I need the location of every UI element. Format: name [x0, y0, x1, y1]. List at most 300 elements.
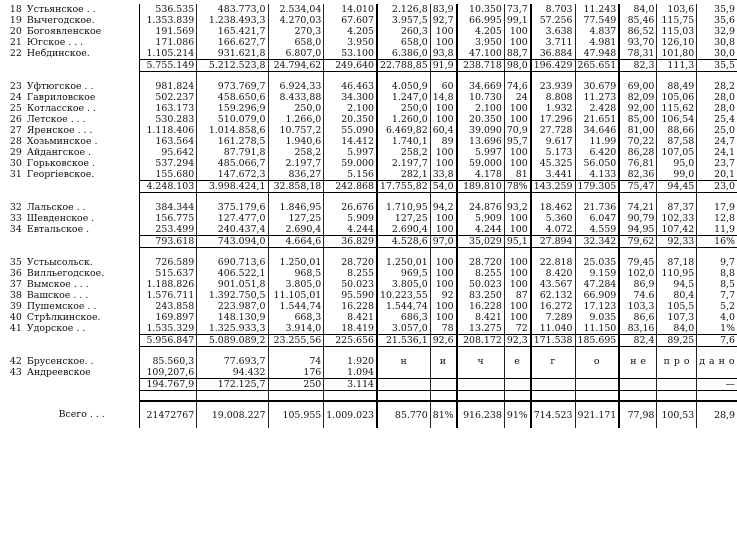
cell-col-10: 9.035 — [575, 312, 619, 323]
cell-col-8: 100 — [504, 301, 530, 312]
spacer-cell — [25, 248, 139, 258]
cell-col-7: 2.100 — [457, 103, 505, 114]
grand-total-row — [6, 401, 737, 428]
spacer-cell — [377, 193, 430, 203]
cell-col-3: 32.858,18 — [268, 181, 324, 193]
subtotal-row — [6, 379, 737, 391]
spacer-cell — [377, 347, 430, 357]
cell-col-10: 11.273 — [575, 92, 619, 103]
cell-col-12: 87,37 — [657, 202, 697, 213]
cell-col-2: 483.773,0 — [197, 4, 268, 15]
cell-col-3: 4.270,03 — [268, 15, 324, 26]
cell-col-2: 77.693,7 — [197, 356, 268, 367]
cell-col-13: 25,0 — [714, 125, 735, 136]
cell-col-3: 8.433,88 — [268, 92, 324, 103]
cell-col-9: 8.808 — [531, 92, 575, 103]
cell-col-5: 1.740,1 — [377, 136, 430, 147]
cell-col-10: 47.284 — [575, 279, 619, 290]
cell-col-2: 166.627,7 — [197, 37, 268, 48]
spacer-cell — [575, 248, 619, 258]
cell-col-5: 686,3 — [377, 312, 430, 323]
cell-col-13: 25,4 — [714, 114, 735, 125]
cell-col-6: 91,9 — [430, 60, 456, 72]
cell-col-3: 1.846,95 — [268, 202, 324, 213]
spacer-cell — [504, 391, 530, 402]
cell-col-5: 127,25 — [377, 213, 430, 224]
cell-col-7: 34.669 — [457, 81, 505, 92]
cell-col-6: 93,8 — [430, 48, 456, 60]
cell-col-9: 27.728 — [531, 125, 575, 136]
cell-col-12: 105,5 — [657, 301, 697, 312]
spacer-cell — [139, 391, 197, 402]
cell-col-8: 100 — [504, 257, 530, 268]
cell-col-13: 11,9 — [714, 224, 735, 235]
cell-col-1: 156.775 — [139, 213, 197, 224]
cell-col-5: 3.805,0 — [377, 279, 430, 290]
cell-col-6: 100 — [430, 158, 456, 169]
cell-col-11: 86,28 — [619, 147, 657, 158]
cell-col-5: 1.710,95 — [377, 202, 430, 213]
cell-col-9: 36.884 — [531, 48, 575, 60]
spacer-cell — [197, 72, 268, 82]
spacer-cell — [139, 193, 197, 203]
cell-col-4: 50.023 — [324, 279, 377, 290]
cell-col-4: 95.590 — [324, 290, 377, 301]
group-spacer — [6, 248, 737, 258]
cell-col-3: 658,0 — [268, 37, 324, 48]
cell-col-13: 28,0 — [714, 103, 735, 114]
cell-col-10: 11.99 — [575, 136, 619, 147]
cell-col-7: 10.350 — [457, 4, 505, 15]
spacer-cell — [504, 193, 530, 203]
cell-col-11: 81,00 — [619, 125, 657, 136]
cell-col-12: 107,42 — [657, 224, 697, 236]
cell-col-12: 107,3 — [657, 312, 697, 323]
spacer-cell — [139, 347, 197, 357]
cell-col-6: 92 — [430, 290, 456, 301]
row-number: 26 — [9, 114, 22, 125]
cell-col-3: 11.105,01 — [268, 290, 324, 301]
cell-col-11: 86,52 — [619, 26, 657, 37]
cell-col-1: 1.576.711 — [139, 290, 197, 301]
cell-col-12: 102,33 — [657, 213, 697, 224]
table-row — [6, 356, 737, 367]
table-row — [6, 136, 737, 147]
cell-col-8: е — [504, 356, 530, 367]
spacer-cell — [504, 72, 530, 82]
cell-col-10: 47.948 — [575, 48, 619, 60]
cell-col-3: 968,5 — [268, 268, 324, 279]
cell-col-2: 901.051,8 — [197, 279, 268, 290]
cell-col-7: 13.275 — [457, 323, 505, 335]
cell-col-11: н е — [619, 356, 657, 367]
district-name: Устьысольск. — [25, 257, 139, 268]
cell-col-1: 4.248.103 — [139, 181, 197, 193]
spacer-cell — [697, 248, 737, 258]
cell-col-5: 10.223,55 — [377, 290, 430, 301]
spacer-cell — [657, 347, 697, 357]
cell-col-3: 250 — [268, 379, 324, 391]
spacer-cell — [25, 347, 139, 357]
cell-col-2: 19.008.227 — [197, 401, 268, 428]
spacer-cell — [619, 347, 657, 357]
district-name: Лальское . . — [25, 202, 139, 213]
cell-col-9: 16.272 — [531, 301, 575, 312]
district-name: Шевденское . — [25, 213, 139, 224]
cell-col-8: 100 — [504, 147, 530, 158]
cell-col-2: 1.014.858,6 — [197, 125, 268, 136]
cell-col-11: 83,16 — [619, 323, 657, 335]
row-number-empty — [6, 236, 25, 248]
cell-col-11: 76,81 — [619, 158, 657, 169]
cell-col-10: о — [575, 356, 619, 367]
cell-col-4: 242.868 — [324, 181, 377, 193]
cell-col-7: 8.255 — [457, 268, 505, 279]
cell-col-11: 103,3 — [619, 301, 657, 312]
spacer-cell — [657, 193, 697, 203]
cell-col-10: 4.981 — [575, 37, 619, 48]
cell-col-11: 79,45 — [619, 257, 657, 268]
row-number-empty — [6, 379, 25, 391]
cell-col-6: 94,2 — [430, 202, 456, 213]
cell-col-10: 6.420 — [575, 147, 619, 158]
row-number: 37 — [9, 279, 22, 290]
cell-col-8: 72 — [504, 323, 530, 335]
cell-col-13: 16% — [697, 236, 737, 248]
cell-col-13: 23,7 — [714, 158, 735, 169]
cell-col-8: 88,7 — [504, 48, 530, 60]
district-name: Хозьминское . — [25, 136, 139, 147]
cell-col-2: 406.522,1 — [197, 268, 268, 279]
cell-col-7: ч — [457, 356, 505, 367]
spacer-cell — [139, 248, 197, 258]
cell-col-2: 510.079,0 — [197, 114, 268, 125]
cell-col-6: 89 — [430, 136, 456, 147]
row-number-empty — [6, 335, 25, 347]
cell-col-6: 100 — [430, 37, 456, 48]
cell-col-1: 95.642 — [139, 147, 197, 158]
cell-col-10: 11.243 — [575, 4, 619, 15]
cell-col-7 — [457, 379, 505, 391]
cell-col-9: 45.325 — [531, 158, 575, 169]
cell-col-11: 82,3 — [619, 60, 657, 72]
cell-col-12 — [657, 367, 697, 379]
cell-col-1: 536.535 — [139, 4, 197, 15]
subtotal-row — [6, 60, 737, 72]
row-number: 28 — [9, 136, 22, 147]
cell-col-4: 18.419 — [324, 323, 377, 335]
cell-col-6: 60,4 — [430, 125, 456, 136]
cell-col-10: 32.342 — [575, 236, 619, 248]
cell-col-8: 100 — [504, 26, 530, 37]
cell-col-9: г — [531, 356, 575, 367]
cell-col-8: 78% — [504, 181, 530, 193]
cell-col-5 — [377, 379, 430, 391]
cell-col-2: 87.791,8 — [197, 147, 268, 158]
cell-col-6: 54,0 — [430, 181, 456, 193]
district-name: Уфтюгское . . — [25, 81, 139, 92]
cell-col-9: 62.132 — [531, 290, 575, 301]
district-name: Вашское . . . — [25, 290, 139, 301]
cell-col-6: 100 — [430, 103, 456, 114]
table-row — [6, 15, 737, 26]
cell-col-6 — [430, 367, 456, 379]
cell-col-9 — [531, 367, 575, 379]
row-number: 32 — [9, 202, 22, 213]
cell-col-9: 17.296 — [531, 114, 575, 125]
cell-col-13: 35,5 — [697, 60, 737, 72]
district-name: Яренское . . . — [25, 125, 139, 136]
cell-col-9: 23.939 — [531, 81, 575, 92]
district-name: Богоявленское — [25, 26, 139, 37]
cell-col-4: 1.094 — [324, 367, 377, 379]
cell-col-5: 4.528,6 — [377, 236, 430, 248]
row-number: 25 — [9, 103, 22, 114]
cell-col-2: 973.769,7 — [197, 81, 268, 92]
cell-col-2: 165.421,7 — [197, 26, 268, 37]
cell-col-4: 2.100 — [324, 103, 377, 114]
cell-col-13: 28,2 — [714, 81, 735, 92]
cell-col-5: 2.690,4 — [377, 224, 430, 236]
cell-col-11: 70,22 — [619, 136, 657, 147]
cell-col-7: 208.172 — [457, 335, 505, 347]
cell-col-6: 33,8 — [430, 169, 456, 181]
cell-col-13: 35,9 — [714, 4, 735, 15]
spacer-cell — [377, 248, 430, 258]
cell-col-8: 95,1 — [504, 236, 530, 248]
cell-col-3: 1.266,0 — [268, 114, 324, 125]
district-name: Небдинское. — [25, 48, 139, 60]
total-label: Всего . . . — [25, 401, 139, 428]
cell-col-10: 6.047 — [575, 213, 619, 224]
cell-col-3: 24.794,62 — [268, 60, 324, 72]
spacer-cell — [25, 193, 139, 203]
spacer-cell — [575, 391, 619, 402]
cell-col-7: 47.100 — [457, 48, 505, 60]
cell-col-4: 8.421 — [324, 312, 377, 323]
spacer-cell — [619, 391, 657, 402]
spacer-cell — [697, 72, 737, 82]
cell-col-5: 250,0 — [377, 103, 430, 114]
cell-col-5 — [377, 367, 430, 379]
cell-col-6: 100 — [430, 257, 456, 268]
cell-col-2: 5.089.089,2 — [197, 335, 268, 347]
cell-col-3: 176 — [268, 367, 324, 379]
cell-col-10: 21.651 — [575, 114, 619, 125]
cell-col-5: 2.197,7 — [377, 158, 430, 169]
cell-col-1: 530.283 — [139, 114, 197, 125]
spacer-cell — [531, 72, 575, 82]
cell-col-4: 36.829 — [324, 236, 377, 248]
cell-col-3: 3.914,0 — [268, 323, 324, 335]
cell-col-10: 185.695 — [575, 335, 619, 347]
cell-col-11: 85,46 — [619, 15, 657, 26]
cell-col-1: 1.188.826 — [139, 279, 197, 290]
cell-col-13: 5,2 — [720, 301, 735, 312]
cell-col-12: 103,6 — [657, 4, 697, 15]
district-name: Брусенское. . — [25, 356, 139, 367]
cell-col-3: 2.690,4 — [268, 224, 324, 236]
cell-col-9: 3.638 — [531, 26, 575, 37]
cell-col-13: 20,1 — [714, 169, 735, 180]
cell-col-10: 2.428 — [575, 103, 619, 114]
cell-col-12: 110,95 — [657, 268, 697, 279]
spacer-cell — [268, 391, 324, 402]
cell-col-10: 921.171 — [575, 401, 619, 428]
cell-col-11: 90,79 — [619, 213, 657, 224]
cell-col-10: 25.035 — [575, 257, 619, 268]
subtotal-label-empty — [25, 379, 139, 391]
cell-col-9: 3.441 — [531, 169, 575, 181]
cell-col-5: 282,1 — [377, 169, 430, 181]
cell-col-5: 1.260,0 — [377, 114, 430, 125]
spacer-cell — [197, 193, 268, 203]
cell-col-3: 258,2 — [268, 147, 324, 158]
cell-col-10 — [575, 367, 619, 379]
cell-col-9: 171.538 — [531, 335, 575, 347]
row-number: 18 — [9, 4, 22, 15]
cell-col-11: 86,6 — [619, 312, 657, 323]
cell-col-9: 11.040 — [531, 323, 575, 335]
cell-col-3: 668,3 — [268, 312, 324, 323]
statistics-table — [6, 4, 737, 428]
table-row — [6, 125, 737, 136]
table-row — [6, 224, 737, 236]
cell-col-8: 87 — [504, 290, 530, 301]
row-number: 35 — [9, 257, 22, 268]
cell-col-1: 502.237 — [139, 92, 197, 103]
spacer-cell — [25, 72, 139, 82]
cell-col-2: 147.672,3 — [197, 169, 268, 181]
cell-col-9: 7.289 — [531, 312, 575, 323]
cell-col-6: 97,0 — [430, 236, 456, 248]
cell-col-5: 85.770 — [377, 401, 430, 428]
cell-col-12: 99,0 — [657, 169, 697, 181]
spacer-cell — [504, 347, 530, 357]
cell-col-4: 14.010 — [324, 4, 377, 15]
cell-col-9: 18.462 — [531, 202, 575, 213]
cell-col-6: 100 — [430, 268, 456, 279]
table-row — [6, 4, 737, 15]
subtotal-row — [6, 335, 737, 347]
cell-col-4: 67.607 — [324, 15, 377, 26]
cell-col-5: н — [377, 356, 430, 367]
table-row — [6, 301, 737, 312]
cell-col-1: 981.824 — [139, 81, 197, 92]
cell-col-4: 1.009.023 — [324, 401, 377, 428]
table-row — [6, 279, 737, 290]
cell-col-13: 30,8 — [714, 37, 735, 48]
cell-col-8: 100 — [504, 37, 530, 48]
cell-col-5: 1.247,0 — [377, 92, 430, 103]
spacer-cell — [324, 72, 377, 82]
spacer-cell — [531, 193, 575, 203]
cell-col-11 — [619, 379, 657, 391]
cell-col-4: 3.950 — [324, 37, 377, 48]
cell-col-7: 8.421 — [457, 312, 505, 323]
cell-col-13: 28,9 — [697, 401, 737, 428]
cell-col-4: 225.656 — [324, 335, 377, 347]
cell-col-12: 107,05 — [657, 147, 697, 158]
cell-col-12: 89,25 — [657, 335, 697, 347]
cell-col-4: 16.228 — [324, 301, 377, 312]
cell-col-2: 743.094,0 — [197, 236, 268, 248]
spacer-cell — [575, 193, 619, 203]
row-number: 38 — [9, 290, 22, 301]
cell-col-2: 485.066,7 — [197, 158, 268, 169]
spacer-cell — [268, 72, 324, 82]
spacer-cell — [324, 248, 377, 258]
cell-col-4: 26.676 — [324, 202, 377, 213]
spacer-cell — [619, 248, 657, 258]
row-number: 36 — [9, 268, 22, 279]
row-number: 22 — [9, 48, 22, 60]
cell-col-10: 9.159 — [575, 268, 619, 279]
spacer-cell — [6, 72, 25, 82]
cell-col-13: 8,5 — [720, 279, 735, 290]
cell-col-4: 5.156 — [324, 169, 377, 181]
cell-col-8: 24 — [504, 92, 530, 103]
group-spacer — [6, 72, 737, 82]
cell-col-12: 100,53 — [657, 401, 697, 428]
cell-col-1: 726.589 — [139, 257, 197, 268]
cell-col-10: 179.305 — [575, 181, 619, 193]
cell-col-2: 1.325.933,3 — [197, 323, 268, 335]
district-name: Летское . . . — [25, 114, 139, 125]
cell-col-1: 537.294 — [139, 158, 197, 169]
cell-col-2: 240.437,4 — [197, 224, 268, 236]
cell-col-8: 100 — [504, 114, 530, 125]
cell-col-1: 1.353.839 — [139, 15, 197, 26]
cell-col-11: 69,00 — [619, 81, 657, 92]
cell-col-5: 3.057,0 — [377, 323, 430, 335]
district-name: Вилльегодское. — [25, 268, 139, 279]
cell-col-5: 22.788,85 — [377, 60, 430, 72]
cell-col-2: 94.432 — [197, 367, 268, 379]
table-row — [6, 48, 737, 60]
cell-col-3: 74 — [268, 356, 324, 367]
row-number-empty — [6, 401, 25, 428]
row-number: 19 — [9, 15, 22, 26]
row-number: 34 — [9, 224, 22, 236]
cell-col-9: 196.429 — [531, 60, 575, 72]
cell-col-12: 111,3 — [657, 60, 697, 72]
cell-col-7: 35,029 — [457, 236, 505, 248]
spacer-cell — [197, 347, 268, 357]
cell-col-12: 105,06 — [657, 92, 697, 103]
cell-col-10: 66.909 — [575, 290, 619, 301]
cell-col-9: 9.617 — [531, 136, 575, 147]
cell-col-11: 74,21 — [619, 202, 657, 213]
cell-col-6: 100 — [430, 114, 456, 125]
cell-col-6: 100 — [430, 301, 456, 312]
cell-col-6: 100 — [430, 224, 456, 236]
cell-col-9: 4.072 — [531, 224, 575, 236]
cell-col-11: 92,00 — [619, 103, 657, 114]
cell-col-8: 99,1 — [504, 15, 530, 26]
row-number: 21 — [9, 37, 22, 48]
cell-col-5: 21.536,1 — [377, 335, 430, 347]
cell-col-7: 4.244 — [457, 224, 505, 236]
spacer-cell — [377, 391, 430, 402]
cell-col-4: 3.114 — [324, 379, 377, 391]
table-row — [6, 103, 737, 114]
row-number: 27 — [9, 125, 22, 136]
cell-col-13: 24,7 — [714, 136, 735, 147]
cell-col-11: 82,09 — [619, 92, 657, 103]
cell-col-7: 5.909 — [457, 213, 505, 224]
cell-col-13: 28,0 — [714, 92, 735, 103]
